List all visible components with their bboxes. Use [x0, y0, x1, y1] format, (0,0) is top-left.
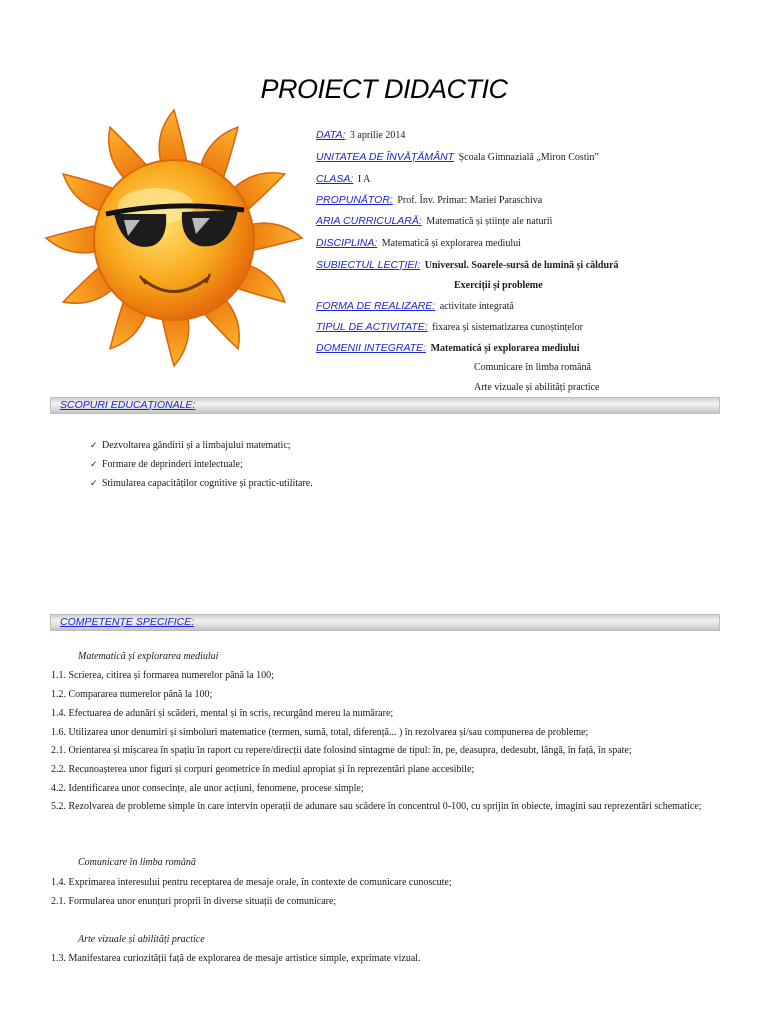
info-domenii-3: Arte vizuale și abilități practice — [474, 382, 600, 393]
info-label: DOMENII INTEGRATE: — [316, 342, 427, 354]
sun-with-sunglasses-illustration — [44, 108, 304, 368]
list-item — [90, 459, 243, 470]
info-unitatea — [316, 151, 599, 163]
info-domenii — [316, 342, 580, 354]
competence-item: 1.6. Utilizarea unor denumiri și simboluri matematice (termen, sumă, total, diferență... ) în rezolvarea și/sau compunerea de probleme; — [51, 727, 589, 738]
competence-item: 1.4. Efectuarea de adunări și scăderi, mental și în scris, recurgând mereu la numărare; — [51, 708, 394, 719]
info-label: CLASA: — [316, 173, 354, 185]
competence-item: 1.4. Exprimarea interesului pentru receptarea de mesaje orale, în contexte de comunicare cunoscute; — [51, 877, 452, 888]
competence-item: 2.2. Recunoașterea unor figuri și corpuri geometrice în mediul apropiat și în reprezentări plane accesibile; — [51, 764, 475, 775]
info-value: 3 aprilie 2014 — [349, 130, 406, 141]
info-label: UNITATEA DE ÎNVĂȚĂMÂNT — [316, 151, 455, 163]
checkmark-icon: ✓ — [90, 441, 98, 451]
info-value: Matematică și științe ale naturii — [426, 216, 553, 227]
info-value: fixarea și sistematizarea cunoștințelor — [432, 322, 583, 333]
checkmark-icon: ✓ — [90, 479, 98, 489]
info-subiectul — [316, 259, 618, 271]
info-value: activitate integrată — [439, 301, 514, 312]
info-label: SUBIECTUL LECȚIEI: — [316, 259, 421, 271]
group-title: Matematică și explorarea mediului — [78, 651, 219, 662]
group-title: Arte vizuale și abilități practice — [78, 934, 205, 945]
list-item-text: Dezvoltarea gândirii și a limbajului matematic; — [102, 440, 291, 451]
info-label: DATA: — [316, 129, 346, 141]
page-title: PROIECT DIDACTIC — [260, 74, 508, 104]
info-disciplina — [316, 237, 521, 249]
info-value: Matematică și explorarea mediului — [381, 238, 521, 249]
info-propunator — [316, 194, 542, 206]
info-value: I A — [357, 174, 371, 185]
info-value: Școala Gimnazială „Miron Costin” — [458, 152, 599, 163]
info-label: PROPUNĂTOR: — [316, 194, 393, 206]
info-label: FORMA DE REALIZARE: — [316, 300, 436, 312]
info-value: Universul. Soarele-sursă de lumină și căldură — [424, 260, 619, 271]
section-header-competente — [50, 614, 720, 631]
list-item-text: Formare de deprinderi intelectuale; — [102, 459, 243, 470]
info-label: ARIA CURRICULARĂ: — [316, 215, 422, 227]
info-value: Prof. Înv. Primar: Mariei Paraschiva — [397, 195, 543, 206]
list-item-text: Stimularea capacităților cognitive și practic-utilitare. — [102, 478, 313, 489]
competence-item: 1.3. Manifestarea curiozității față de explorarea de mesaje artistice simple, exprimate vizual. — [51, 953, 421, 964]
competence-item: 2.1. Orientarea și mișcarea în spațiu în raport cu repere/direcții date folosind sintagme de tipul: în, pe, deasupra, dedesubt, lângă, în față, în spate; — [51, 745, 632, 756]
competence-item: 2.1. Formularea unor enunțuri proprii în diverse situații de comunicare; — [51, 896, 337, 907]
info-forma — [316, 300, 514, 312]
competence-item: 4.2. Identificarea unor consecințe, ale unor acțiuni, fenomene, procese simple; — [51, 783, 364, 794]
competence-item: 1.2. Compararea numerelor până la 100; — [51, 689, 213, 700]
competence-item: 1.1. Scrierea, citirea și formarea numerelor până la 100; — [51, 670, 274, 681]
list-item — [90, 478, 313, 489]
section-heading: COMPETENȚE SPECIFICE: — [60, 616, 195, 628]
info-data — [316, 129, 405, 141]
info-value: Matematică și explorarea mediului — [430, 343, 580, 354]
info-label: DISCIPLINA: — [316, 237, 378, 249]
competence-item: 5.2. Rezolvarea de probleme simple în care intervin operații de adunare sau scădere în concentrul 0-100, cu sprijin în obiecte, imagini sau reprezentări schematice; — [51, 801, 702, 812]
info-tipul — [316, 321, 583, 333]
group-title: Comunicare în limba română — [78, 857, 196, 868]
section-header-scopuri — [50, 397, 720, 414]
info-aria — [316, 215, 552, 227]
info-clasa — [316, 173, 370, 185]
info-domenii-2: Comunicare în limba română — [474, 362, 591, 373]
list-item — [90, 440, 291, 451]
section-heading: SCOPURI EDUCAȚIONALE: — [60, 399, 196, 411]
info-label: TIPUL DE ACTIVITATE: — [316, 321, 428, 333]
checkmark-icon: ✓ — [90, 460, 98, 470]
info-subiectul-2: Exerciții și probleme — [454, 280, 543, 291]
